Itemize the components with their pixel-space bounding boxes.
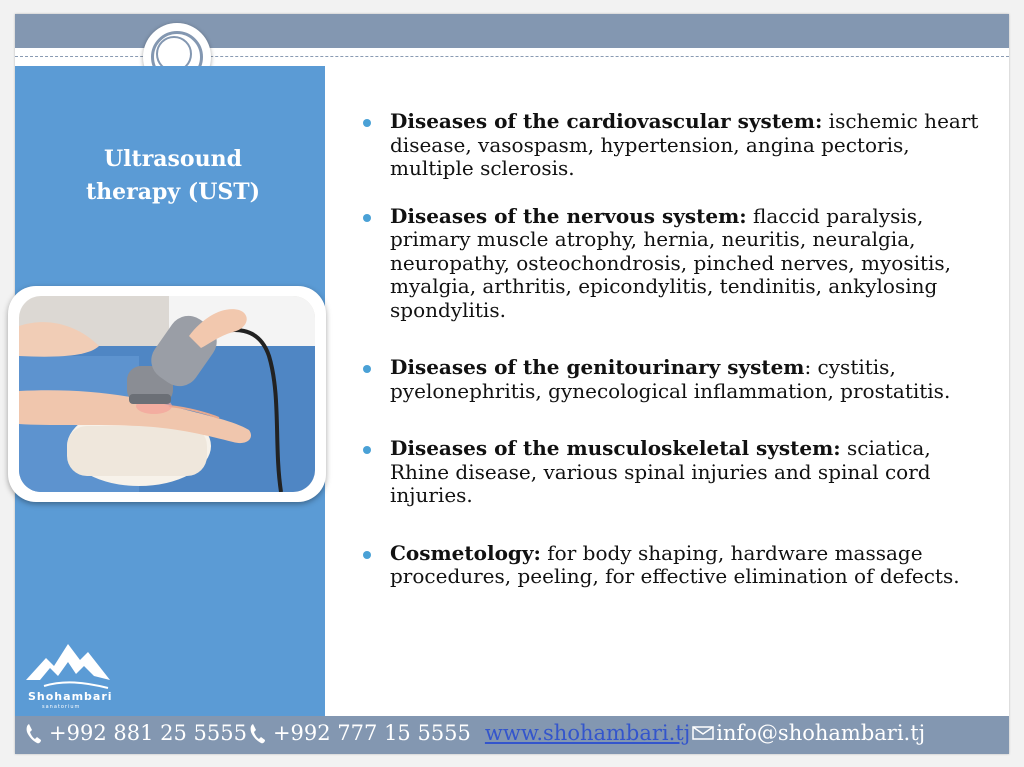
footer-contacts (25, 716, 925, 750)
bullet-icon (363, 551, 371, 559)
slide-title: Ultrasound therapy (UST) (85, 146, 261, 205)
phone-2: +992 777 15 5555 (272, 721, 471, 745)
item-text: ischemic heart disease, vasospasm, hypertension, angina pectoris, multiple sclerosis. (390, 109, 979, 180)
phone-icon (25, 722, 43, 744)
item-text: sciatica, Rhine disease, various spinal injuries and spinal cord injuries. (390, 436, 931, 507)
ultrasound-therapy-photo (19, 296, 315, 492)
bullet-icon (363, 365, 371, 373)
logo-name: Shohambari (28, 690, 113, 703)
phone-1: +992 881 25 5555 (49, 721, 247, 745)
email-address[interactable]: info@shohambari.tj (716, 721, 926, 745)
bullet-icon (363, 446, 371, 454)
item-heading: Diseases of the musculoskeletal system: (390, 436, 841, 460)
bullet-icon (363, 214, 371, 222)
phone-icon (249, 722, 267, 744)
item-heading: Diseases of the genitourinary system (390, 355, 805, 379)
bullet-icon (363, 119, 371, 127)
list-item (360, 110, 990, 181)
item-heading: Diseases of the nervous system: (390, 203, 747, 228)
item-text: flaccid paralysis, primary muscle atrophy, hernia, neuritis, neuralgia, neuropathy, osteochondrosis, pinched nerves, myositis, myalgia, arthritis, epicondylitis, tendinitis, ankylosing spondylitis. (390, 203, 952, 322)
list-item (360, 542, 990, 589)
list-item (360, 356, 990, 403)
logo-subtitle: sanatorium (42, 704, 81, 710)
item-heading: Cosmetology: (390, 540, 541, 565)
list-item (360, 437, 990, 508)
photo-frame (8, 286, 326, 502)
item-text: : cystitis, pyelonephritis, gynecological inflammation, prostatitis. (390, 355, 951, 403)
item-heading: Diseases of the cardiovascular system: (390, 109, 823, 133)
item-text: for body shaping, hardware massage procedures, peeling, for effective elimination of defects. (390, 540, 960, 588)
website-link[interactable]: www.shohambari.tj (484, 721, 691, 745)
bullet-list (360, 110, 990, 589)
list-item (360, 205, 990, 323)
envelope-icon (692, 725, 714, 741)
